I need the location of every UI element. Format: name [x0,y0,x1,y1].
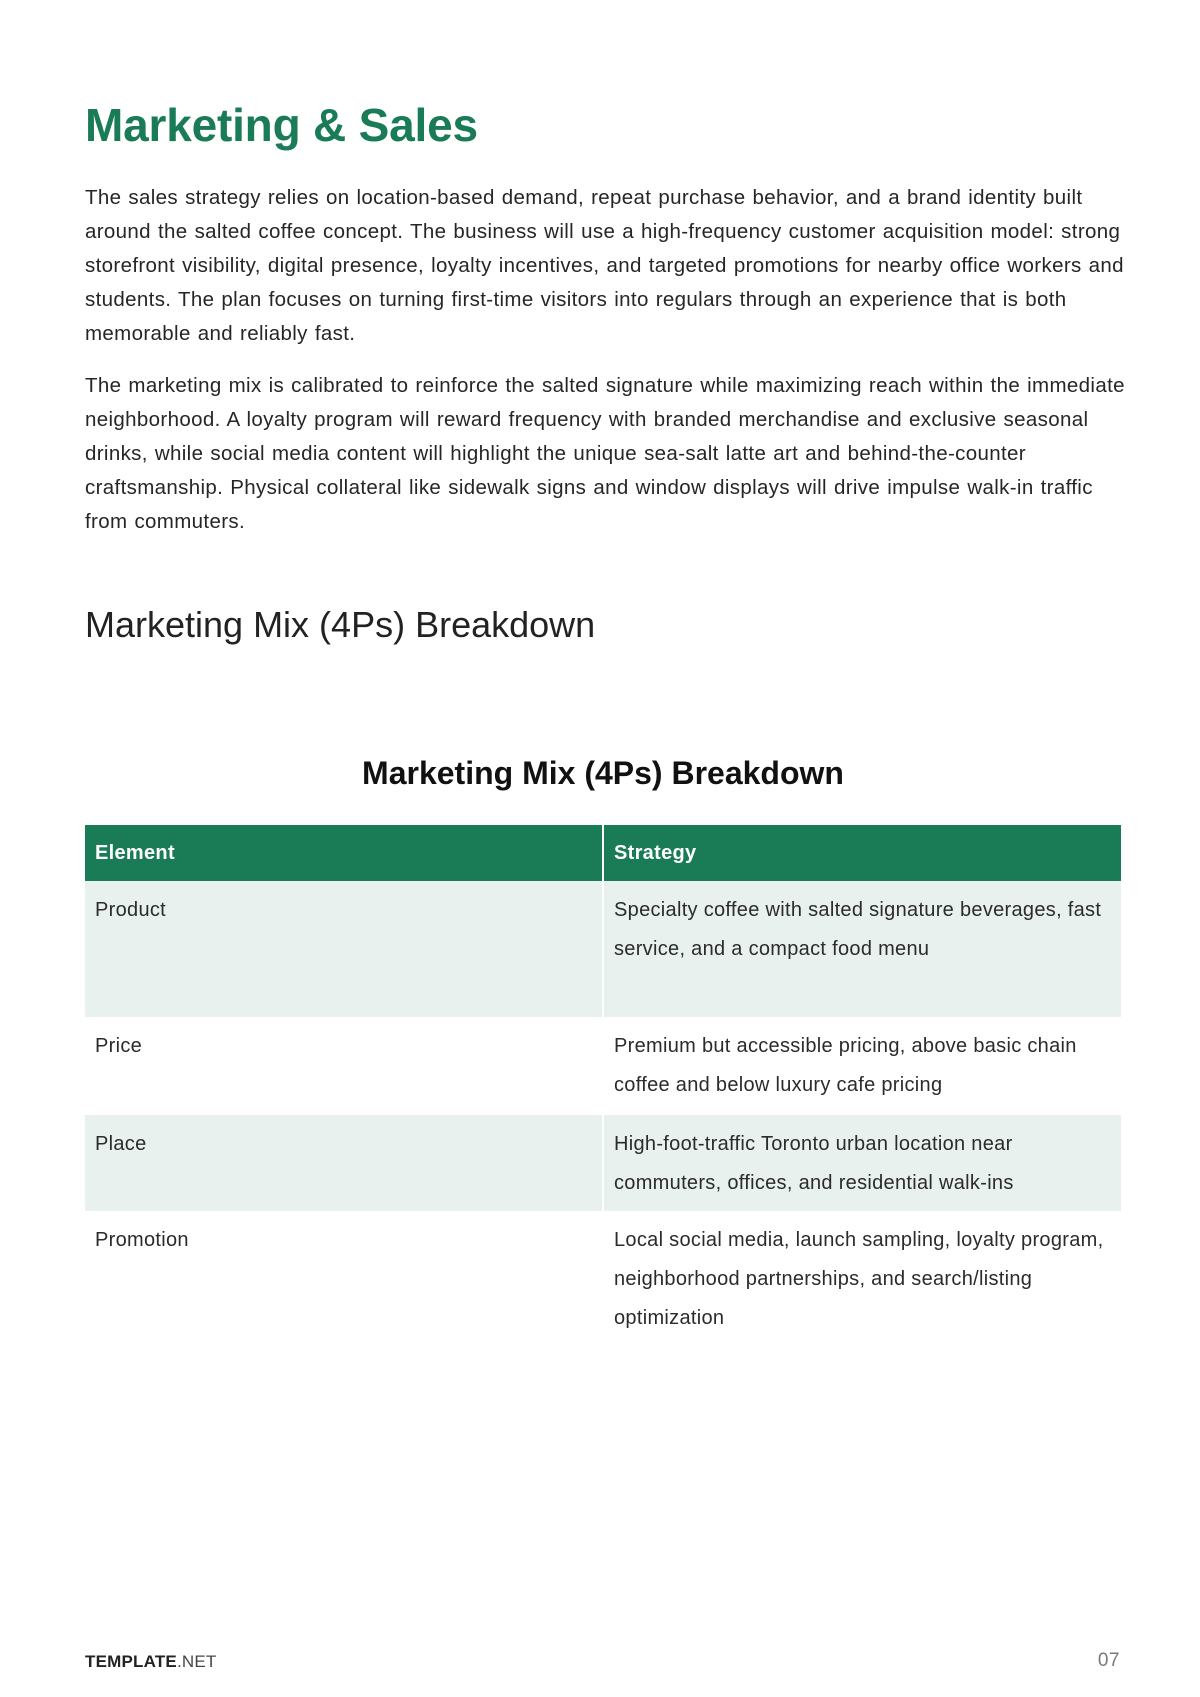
header-cell-strategy: Strategy [602,825,1121,881]
brand-suffix: .NET [176,1652,217,1671]
table-row [85,881,1121,1017]
table-cell-element: Promotion [95,1229,189,1251]
table-row [85,1211,1121,1341]
brand-name: TEMPLATE [85,1652,177,1671]
table-cell-strategy: Local social media, launch sampling, loyalty program, neighborhood partnerships, and search/listing optimization [602,1211,1121,1341]
table-cell-strategy: Specialty coffee with salted signature beverages, fast service, and a compact food menu [602,881,1121,1017]
footer-brand-logo [85,1652,216,1672]
section-title: Marketing Mix (4Ps) Breakdown [85,604,596,645]
intro-paragraph: The sales strategy relies on location-based demand, repeat purchase behavior, and a brand identity built around the salted coffee concept. The business will use a high-frequency customer acquisition model: strong storefront visibility, digital presence, loyalty incentives, and targeted promotions for nearby office workers and students. The plan focuses on turning first-time visitors into regulars through an experience that is both memorable and reliably fast. [85,186,1124,345]
table-cell-element: Product [95,899,167,921]
table-row [85,1115,1121,1211]
table-header-row [85,825,1121,881]
marketing-mix-table [85,825,1121,1341]
header-cell-element: Element [95,842,175,864]
marketing-mix-paragraph: The marketing mix is calibrated to reinforce the salted signature while maximizing reach within the immediate neighborhood. A loyalty program will reward frequency with branded merchandise and exclusive seasonal drinks, while social media content will highlight the unique sea-salt latte art and behind-the-counter craftsmanship. Physical collateral like sidewalk signs and window displays will drive impulse walk-in traffic from commuters. [85,374,1125,533]
table-cell-strategy: Premium but accessible pricing, above basic chain coffee and below luxury cafe pricing [602,1017,1121,1115]
page-number: 07 [1097,1650,1120,1671]
page-title: Marketing & Sales [85,99,478,151]
table-cell-strategy: High-foot-traffic Toronto urban location near commuters, offices, and residential walk-ins [602,1115,1121,1211]
table-cell-element: Price [95,1035,143,1057]
table-caption: Marketing Mix (4Ps) Breakdown [362,755,844,791]
table-row [85,1017,1121,1115]
table-cell-element: Place [95,1133,147,1155]
